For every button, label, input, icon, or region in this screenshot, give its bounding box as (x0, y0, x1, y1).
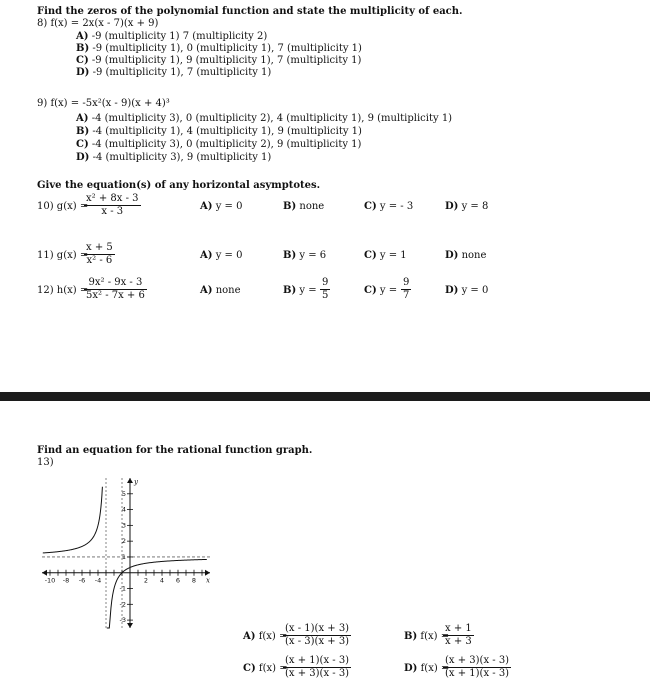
y-tick-label: 3 (121, 521, 126, 530)
x-tick-label: 4 (159, 576, 165, 585)
q8-choice-c[interactable]: C) -9 (multiplicity 1), 9 (multiplicity 1), 7 (multiplicity 1) (76, 55, 362, 66)
x-tick-label: -6 (78, 576, 86, 585)
q12-choice-d[interactable]: D) y = 0 (445, 285, 489, 296)
q12-choice-b-fraction: $\frac{9}{5}$ (322, 277, 329, 301)
q12-choice-c[interactable]: C) y = (364, 285, 398, 296)
q11-denominator: x² - 6 (86, 255, 113, 266)
y-tick-label: 2 (121, 537, 126, 546)
y-axis-arrow-down (127, 623, 133, 628)
q12-numerator: 9x² - 9x - 3 (84, 277, 147, 290)
question-9-prompt: 9) f(x) = -5x²(x - 9)(x + 4)³ (37, 98, 170, 109)
x-axis-arrow-left (42, 570, 47, 576)
q11-choice-a[interactable]: A) y = 0 (200, 250, 243, 261)
q12-fraction (84, 277, 147, 302)
q10-choice-b[interactable]: B) none (283, 201, 325, 212)
q10-numerator: x² + 8x - 3 (86, 193, 139, 204)
q8-choice-b[interactable]: B) -9 (multiplicity 1), 0 (multiplicity 1), 7 (multiplicity 1) (76, 43, 362, 54)
q13-choice-c-fraction: $\frac{(x + 1)(x - 3)}{(x + 3)(x - 3)}$ (285, 655, 350, 679)
x-tick-label: -4 (94, 576, 102, 585)
q10-fraction (84, 193, 141, 218)
q9-choice-d[interactable]: D) -4 (multiplicity 3), 9 (multiplicity 1) (76, 152, 272, 163)
q9-choice-c[interactable]: C) -4 (multiplicity 3), 0 (multiplicity 2), 9 (multiplicity 1) (76, 139, 362, 150)
q11-numerator: x + 5 (86, 242, 113, 253)
y-axis-label: y (134, 478, 138, 486)
y-tick-label: -2 (119, 600, 126, 609)
q11-fraction (84, 242, 115, 267)
q8-choice-d[interactable]: D) -9 (multiplicity 1), 7 (multiplicity 1) (76, 67, 272, 78)
question-12-prompt: 12) h(x) = (37, 285, 89, 296)
q13-choice-d[interactable]: D) f(x) = (404, 663, 450, 674)
q10-choice-a[interactable]: A) y = 0 (200, 201, 243, 212)
q13-choice-a-fraction: $\frac{(x - 1)(x + 3)}{(x - 3)(x + 3)}$ (285, 623, 350, 647)
q12-choice-b[interactable]: B) y = (283, 285, 317, 296)
x-axis-label: x (206, 576, 210, 585)
x-tick-label: 6 (175, 576, 181, 585)
q13-choice-d-fraction: $\frac{(x + 3)(x - 3)}{(x + 1)(x - 3)}$ (445, 655, 510, 679)
q11-choice-d[interactable]: D) none (445, 250, 487, 261)
y-tick-label: -1 (119, 584, 126, 593)
left-branch-curve (43, 487, 103, 553)
q13-choice-a[interactable]: A) f(x) = (243, 631, 288, 642)
q10-denominator: x - 3 (101, 206, 124, 217)
section-heading-zeros: Find the zeros of the polynomial function and state the multiplicity of each. (37, 6, 463, 17)
q8-choice-a[interactable]: A) -9 (multiplicity 1) 7 (multiplicity 2) (76, 31, 268, 42)
question-10-prompt: 10) g(x) = (37, 201, 89, 212)
section-heading-rational-graph: Find an equation for the rational function graph. (37, 445, 313, 456)
y-axis-arrow-up (127, 478, 133, 483)
question-13-prompt: 13) (37, 457, 54, 468)
section-heading-asymptotes: Give the equation(s) of any horizontal asymptotes. (37, 180, 321, 191)
q12-choice-c-fraction: $\frac{9}{7}$ (403, 277, 410, 301)
q13-choice-b[interactable]: B) f(x) = (404, 631, 450, 642)
question-8-prompt: 8) f(x) = 2x(x - 7)(x + 9) (37, 18, 159, 29)
question-11-prompt: 11) g(x) = (37, 250, 89, 261)
q10-choice-c[interactable]: C) y = - 3 (364, 201, 414, 212)
q9-choice-b[interactable]: B) -4 (multiplicity 1), 4 (multiplicity 1), 9 (multiplicity 1) (76, 126, 362, 137)
x-axis-arrow-right (205, 570, 210, 576)
y-tick-label: 4 (121, 505, 126, 514)
rational-function-graph (30, 468, 220, 638)
y-tick-label: 1 (121, 552, 126, 561)
y-tick-label: 5 (121, 489, 126, 498)
q9-choice-a[interactable]: A) -4 (multiplicity 3), 0 (multiplicity 2), 4 (multiplicity 1), 9 (multiplicity 1) (76, 113, 453, 124)
x-tick-label: 2 (143, 576, 149, 585)
q11-choice-c[interactable]: C) y = 1 (364, 250, 407, 261)
x-tick-label: -10 (44, 576, 56, 585)
q12-choice-a[interactable]: A) none (200, 285, 241, 296)
q12-denominator: 5x² - 7x + 6 (86, 290, 145, 301)
y-tick-label: -3 (119, 616, 126, 625)
x-tick-label: 8 (191, 576, 197, 585)
q10-choice-d[interactable]: D) y = 8 (445, 201, 489, 212)
q13-choice-b-fraction: $\frac{x + 1}{x + 3}$ (445, 623, 472, 647)
q11-choice-b[interactable]: B) y = 6 (283, 250, 327, 261)
page-divider-band (0, 392, 650, 401)
q13-choice-c[interactable]: C) f(x) = (243, 663, 288, 674)
x-tick-label: -8 (62, 576, 70, 585)
